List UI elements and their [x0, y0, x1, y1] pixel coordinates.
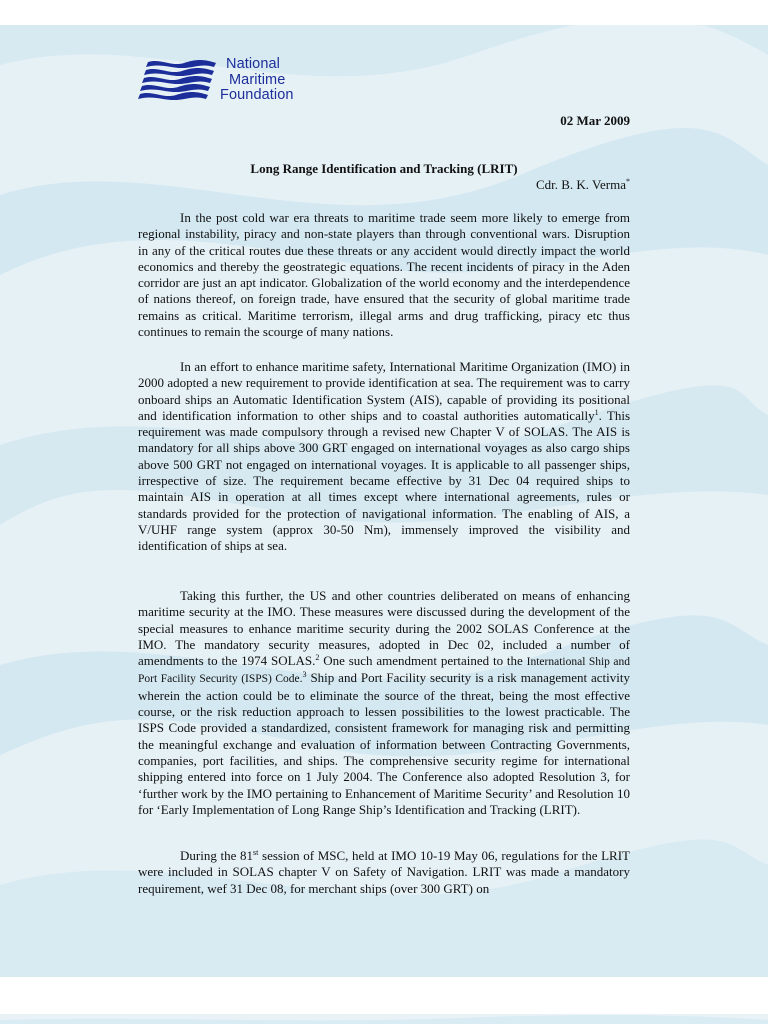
paragraph-3-text-b: One such amendment pertained to the	[319, 653, 527, 669]
paragraph-1: In the post cold war era threats to maritime trade seem more likely to emerge from regional instability, piracy and non-state players than through conventional wars. Disruption in any of the critical routes due these threats or any accident would directly impact the world economics and thereby the geostrategic equations. The recent incidents of piracy in the Aden corridor are just an apt indicator. Globalization of the world economy and the interdependence of nations thereof, on foreign trade, have ensured that the security of global maritime trade remains as critical. Maritime terrorism, illegal arms and drug trafficking, piracy etc thus continues to remain the scourge of many nations.	[138, 210, 630, 340]
paragraph-4-text-a: During the 81	[180, 848, 254, 863]
ordinal-suffix: st	[253, 848, 259, 857]
logo-line-maritime: Maritime	[229, 71, 286, 88]
next-page-edge	[0, 1014, 768, 1024]
document-title: Long Range Identification and Tracking (LRIT)	[250, 161, 518, 176]
waves-logo-icon	[138, 59, 220, 105]
author-name: Cdr. B. K. Verma	[535, 177, 626, 192]
logo-line-foundation: Foundation	[220, 87, 294, 103]
document-date: 02 Mar 2009	[560, 113, 630, 128]
footnote-ref-1: 1	[594, 407, 599, 417]
paragraph-3	[138, 588, 630, 818]
paragraph-3-text-a: Taking this further, the US and other countries deliberated on means of enhancing maritime security at the IMO. These measures were discussed during the development of the special measures to enhance maritime security during the 2002 SOLAS Conference at the IMO. The mandatory security measures, adopted in Dec 02, included a number of amendments to the 1974 SOLAS.	[138, 588, 630, 669]
paragraph-4	[138, 848, 630, 897]
footnote-ref-3: 3	[302, 670, 307, 680]
paragraph-2	[138, 359, 630, 555]
paragraph-3-text-d: Ship and Port Facility security is a risk management activity wherein the action could be to eliminate the source of the threat, being the most effective course, or the risk reduction approach to lessen possibilities to the lowest practicable. The ISPS Code provided a standardized, consistent framework for managing risk and permitting the meaningful exchange and evaluation of information between Contracting Governments, companies, port facilities, and ships. The comprehensive security regime for international shipping entered into force on 1 July 2004. The Conference also adopted Resolution 3, for ‘further work by the IMO pertaining to Enhancement of Maritime Security’ and Resolution 10 for ‘Early Implementation of Long Range Ship’s Identification and Tracking (LRIT).	[138, 670, 630, 817]
logo-wordmark	[220, 57, 294, 104]
paragraph-3-text-c: International Ship and Port Facility Security (ISPS) Code.	[138, 656, 630, 686]
paragraph-2-text-b: . This requirement was made compulsory through a revised new Chapter V of SOLAS. The AIS is mandatory for all ships above 300 GRT engaged on international voyages as also cargo ships above 500 GRT not engaged on international voyages. It is applicable to all passenger ships, irrespective of size. The requirement became effective by 31 Dec 04 required ships to maintain AIS in operation at all times except where international agreements, rules or standards provided for the protection of navigational information. The enabling of AIS, a V/UHF range system (approx 30-50 Nm), immensely improved the visibility and identification of ships at sea.	[138, 407, 631, 554]
author-footnote-mark: *	[626, 177, 630, 186]
logo-line-national: National	[226, 56, 280, 72]
national-maritime-foundation-logo	[138, 57, 318, 107]
footnote-ref-2: 2	[315, 653, 320, 663]
paragraph-4-text-b: session of MSC, held at IMO 10-19 May 06, regulations for the LRIT were included in SOLAS chapter V on Safety of Navigation. LRIT was made a mandatory requirement, wef 31 Dec 08, for merchant ships (over 300 GRT) on	[138, 848, 631, 896]
paragraph-2-text-a: In an effort to enhance maritime safety, International Maritime Organization (IMO) in 2000 adopted a new requirement to provide identification at sea. The requirement was to carry onboard ships an Automatic Identification System (AIS), capable of providing its positional and identification information to other ships and to coastal authorities automatically	[138, 359, 630, 423]
author-line	[536, 177, 630, 193]
